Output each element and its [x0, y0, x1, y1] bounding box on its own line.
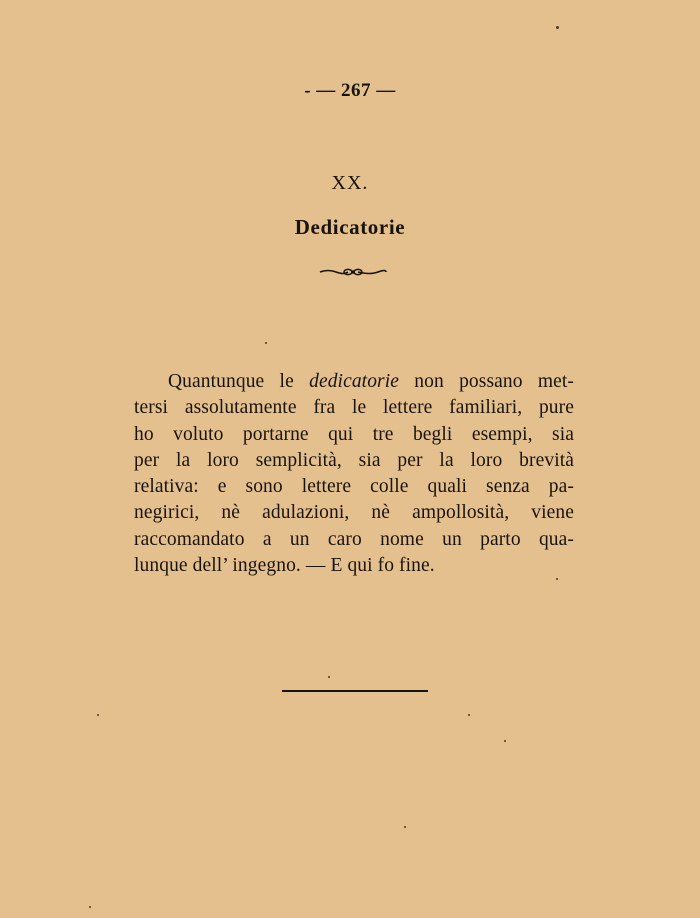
fleuron-ornament-icon	[318, 264, 388, 280]
paper-speck	[468, 714, 470, 716]
text-line-2: tersi assolutamente fra le lettere familiari, pure	[134, 397, 574, 419]
paper-speck	[97, 714, 99, 716]
paper-speck	[265, 342, 267, 344]
paper-speck	[504, 740, 506, 742]
text-line-8: lunque dell’ ingegno. — E qui fo fine.	[134, 555, 435, 577]
paper-speck	[404, 826, 406, 828]
chapter-title: Dedicatorie	[294, 215, 406, 239]
text-line-5: relativa: e sono lettere colle quali senza pa-	[134, 476, 574, 498]
text-line-1: Quantunque le dedicatorie non possano met-	[168, 371, 574, 392]
text-line-7: raccomandato a un caro nome un parto qua-	[134, 528, 574, 550]
dedication-paragraph	[134, 369, 574, 579]
paper-speck	[556, 26, 559, 29]
text-line-4: per la loro semplicità, sia per la loro brevità	[134, 449, 574, 471]
text-line-3: ho voluto portarne qui tre begli esempi, sia	[134, 423, 574, 445]
end-rule	[282, 690, 428, 692]
chapter-number: XX.	[331, 172, 369, 194]
emphasized-word: dedicatorie	[309, 371, 400, 392]
text-line-6: negirici, nè adulazioni, nè ampollosità, viene	[134, 502, 574, 524]
paper-speck	[328, 676, 330, 678]
paper-speck	[89, 906, 91, 908]
paper-speck	[556, 578, 558, 580]
page-number: - — 267 —	[304, 80, 396, 101]
